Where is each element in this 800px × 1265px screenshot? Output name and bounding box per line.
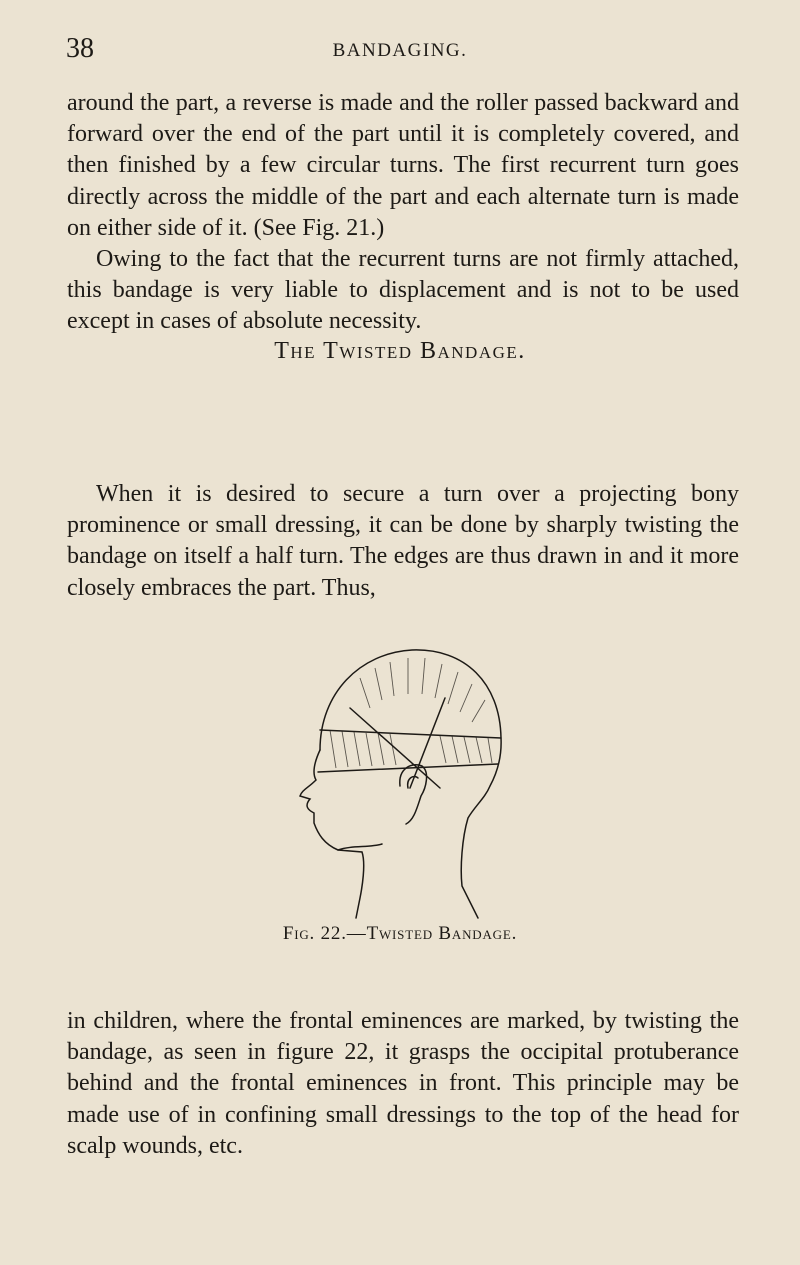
text-block-bottom — [67, 1006, 739, 1162]
text-block-middle — [67, 479, 739, 604]
paragraph-twisted-intro: When it is desired to secure a turn over a projecting bony prominence or small dressing, it can be done by sharply twisting the bandage on itself a half turn. The edges are thus drawn in and it more closely embraces the part. Thus, — [67, 481, 739, 601]
head-with-twisted-bandage-illustration — [290, 638, 510, 920]
paragraph-children: in children, where the frontal eminences are marked, by twisting the bandage, as seen in figure 22, it grasps the occipital protuberance behind and the frontal eminences in front. This principle may be made use of in confining small dressings to the top of the head for scalp wounds, etc. — [67, 1008, 739, 1159]
figure-caption: Fig. 22.—Twisted Bandage. — [282, 923, 518, 944]
section-heading: The Twisted Bandage. — [274, 338, 526, 364]
running-title: BANDAGING. — [332, 40, 468, 61]
text-block-top — [67, 88, 739, 338]
running-head — [66, 32, 734, 66]
figure-twisted-bandage — [290, 638, 510, 920]
paragraph-recurrent-continued: around the part, a reverse is made and the roller passed backward and forward over the end of the part until it is completely covered, and then finished by a few circular turns. The first recurrent turn goes directly across the middle of the part and each alternate turn is made on either side of it. (See Fig. 21.) — [67, 90, 739, 241]
page-number: 38 — [66, 33, 94, 64]
paragraph-displacement-warning: Owing to the fact that the recurrent turns are not firmly attached, this bandage is very liable to displacement and is not to be used except in cases of absolute necessity. — [67, 246, 739, 335]
